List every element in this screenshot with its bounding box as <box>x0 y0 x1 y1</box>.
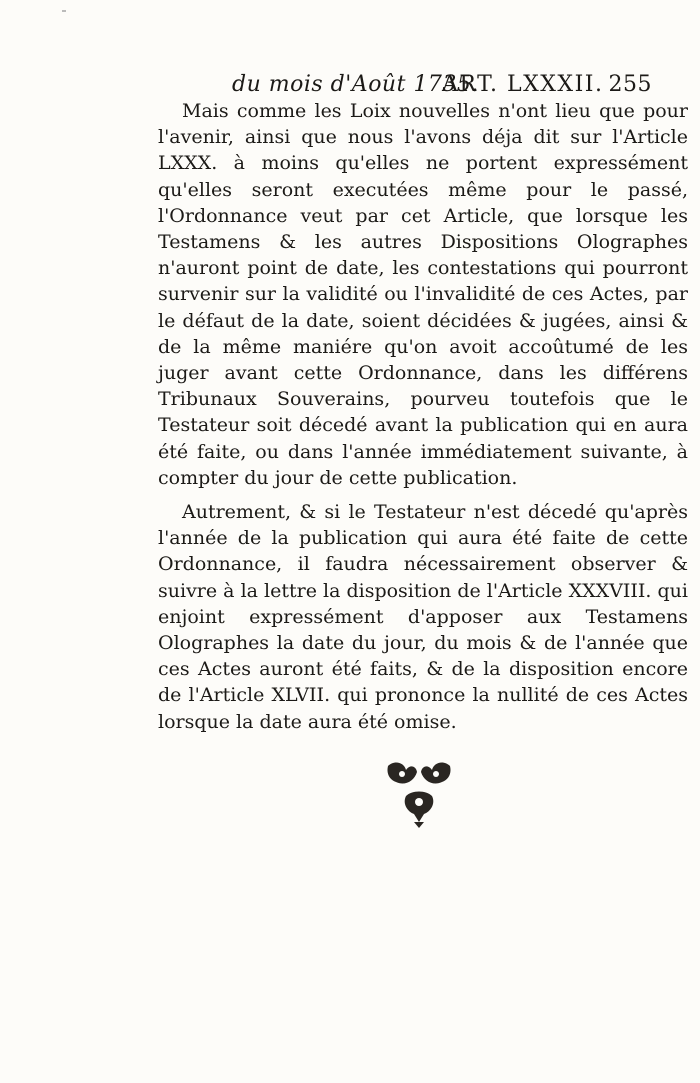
page-body <box>158 98 688 743</box>
running-head-title: du mois d'Août 1735. <box>232 72 479 97</box>
fleuron-ornament-icon <box>384 760 454 830</box>
paper-speck <box>62 10 66 12</box>
article-number: ART. LXXXII. <box>442 72 604 97</box>
paragraph-1: Mais comme les Loix nouvelles n'ont lieu que pour l'avenir, ainsi que nous l'avons déja dit sur l'Article LXXX. à moins qu'elles ne portent expressément qu'elles seront executées même pour le passé, l'Ordonnance veut par cet Article, que lorsque les Testamens & les autres Dispositions Olographes n'auront point de date, les contestations qui pourront survenir sur la validité ou l'invalidité de ces Actes, par le défaut de la date, soient décidées & jugées, ainsi & de la même maniére qu'on avoit accoûtumé de les juger avant cette Ordonnance, dans les différens Tribunaux Souverains, pourveu toutefois que le Testateur soit décedé avant la publication qui en aura été faite, ou dans l'année immédiatement suivante, à compter du jour de cette publication. <box>158 100 688 489</box>
paragraph-2: Autrement, & si le Testateur n'est décedé qu'après l'année de la publication qui aura été faite de cette Ordonnance, il faudra nécessairement observer & suivre à la lettre la disposition de l'Article XXXVIII. qui enjoint expressément d'apposer aux Testamens Olographes la date du jour, du mois & de l'année que ces Actes auront été faits, & de la disposition encore de l'Article XLVII. qui prononce la nullité de ces Actes lorsque la date aura été omise. <box>158 501 688 733</box>
page-number: 255 <box>608 72 652 97</box>
running-header <box>232 72 660 100</box>
